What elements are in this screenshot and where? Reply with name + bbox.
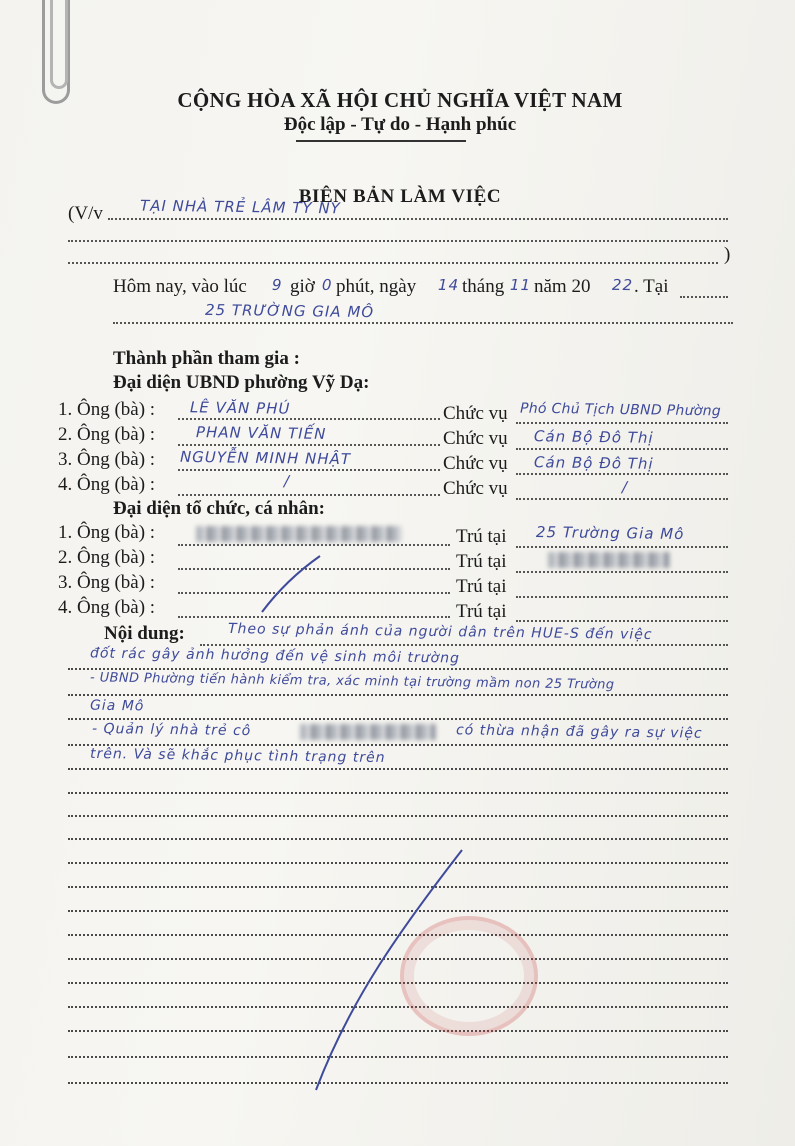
ubnd-row-2-role-label: Chức vụ [443,428,508,449]
content-line-6: trên. Và sẽ khắc phục tình trạng trên [89,745,386,767]
ubnd-row-1-label: 1. Ông (bà) : [58,399,156,420]
content-line-3: - UBND Phường tiến hành kiểm tra, xác minh tại trường mầm non 25 Trường [89,670,615,693]
ubnd-row-3-label: 3. Ông (bà) : [58,449,156,470]
document-title: BIÊN BẢN LÀM VIỆC [298,186,502,207]
strike-mark-upper [262,556,320,612]
org-row-1-resid-label: Trú tại [456,526,507,547]
ubnd-row-4-role-label: Chức vụ [443,478,508,499]
org-row-2-label: 2. Ông (bà) : [58,547,156,568]
ubnd-row-4-label: 4. Ông (bà) : [58,474,156,495]
subject-prefix: (V/v [68,203,103,224]
meeting-phut-label: phút, ngày [336,276,417,297]
org-row-3-resid-label: Trú tại [456,576,507,597]
ubnd-row-3-role: Cán Bộ Đô Thị [533,453,654,473]
ubnd-row-2-label: 2. Ông (bà) : [58,424,156,445]
meeting-tai-label: . Tại [634,276,669,297]
meeting-thang-label: tháng [462,276,505,297]
org-row-3-label: 3. Ông (bà) : [58,572,156,593]
ubnd-row-3-role-label: Chức vụ [443,453,508,474]
content-line-4: Gia Mô [89,697,145,715]
country-header: CỘNG HÒA XÃ HỘI CHỦ NGHĨA VIỆT NAM [177,88,623,112]
content-heading: Nội dung: [104,623,185,644]
meeting-day: 14 [437,275,460,295]
content-line-5a: - Quản lý nhà trẻ cô [91,720,252,740]
ubnd-row-1-role: Phó Chủ Tịch UBND Phường [519,400,722,420]
meeting-location: 25 TRƯỜNG GIA MÔ [204,300,375,322]
subject-handwritten: TẠI NHÀ TRẺ LÂM TỲ NY [139,196,341,218]
content-line-2: đốt rác gây ảnh hưởng đến vệ sinh môi trường [89,645,461,667]
meeting-nam-label: năm 20 [534,276,591,297]
strike-mark-lower [316,850,462,1090]
ubnd-row-2-role: Cán Bộ Đô Thị [533,427,654,447]
subject-closing: ) [724,244,731,265]
ubnd-row-4-role: / [621,477,629,497]
org-row-1-resid: 25 Trường Gia Mô [535,522,685,544]
org-row-4-resid-label: Trú tại [456,601,507,622]
ubnd-row-3-name: NGUYỄN MINH NHẬT [179,447,352,469]
content-line-1: Theo sự phản ánh của người dân trên HUE-S đến việc [227,621,653,643]
motto: Độc lập - Tự do - Hạnh phúc [283,114,517,135]
org-row-1-label: 1. Ông (bà) : [58,522,156,543]
ubnd-row-2-name: PHAN VĂN TIẾN [195,423,327,443]
participants-heading: Thành phần tham gia : [113,348,300,369]
meeting-month: 11 [509,275,532,295]
meeting-year: 22 [611,275,634,295]
content-line-5b: có thừa nhận đã gây ra sự việc [455,722,703,742]
meeting-minute: 0 [321,275,333,295]
meeting-intro: Hôm nay, vào lúc [113,276,247,297]
meeting-gio-label: giờ [290,276,315,297]
org-row-4-label: 4. Ông (bà) : [58,597,156,618]
ubnd-row-1-role-label: Chức vụ [443,403,508,424]
ubnd-row-4-name: / [283,471,291,491]
ubnd-heading: Đại diện UBND phường Vỹ Dạ: [113,372,370,393]
org-heading: Đại diện tổ chức, cá nhân: [113,498,325,519]
org-row-2-resid-label: Trú tại [456,551,507,572]
ubnd-row-1-name: LÊ VĂN PHÚ [189,398,291,418]
meeting-hour: 9 [271,275,283,295]
